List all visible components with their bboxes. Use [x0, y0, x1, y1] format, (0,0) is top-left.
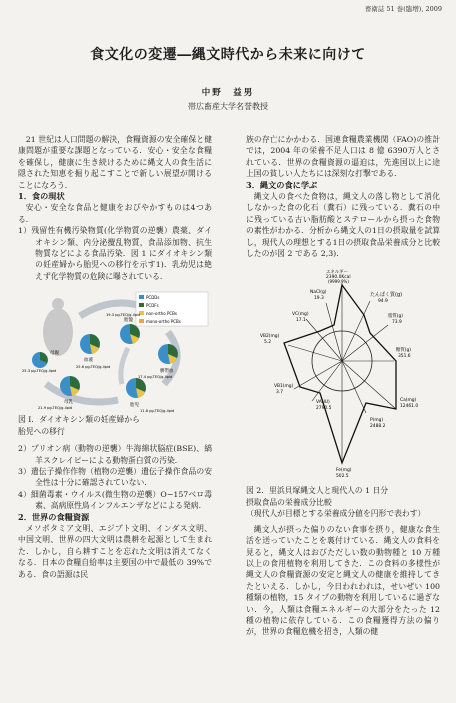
axis-value-vc: 17.1 — [296, 318, 306, 324]
axis-value-nacl: 19.3 — [314, 296, 324, 302]
fig1-label: 胎児 — [130, 403, 139, 409]
axis-label-energy: エネルギー — [326, 270, 348, 276]
right-column — [246, 134, 440, 638]
figure-1-diagram — [18, 288, 212, 414]
list-item-2: 2）プリオン病（動物の逆襲）牛海綿状脳症(BSE)、縞羊スクレイピーによる動物蛋白質の汚染． — [18, 444, 212, 465]
fig1-label: 血液 — [84, 358, 93, 364]
flow-arrow — [121, 348, 128, 384]
pie-cord-blood — [158, 344, 178, 364]
axis-value-energy: 2390.0Kcal — [326, 275, 351, 281]
fig1-label: 臍帯血 — [160, 369, 174, 375]
axis-label-carb: 糖質(g) — [396, 348, 411, 354]
figure-1-caption-line1: 図 I．ダイオキシン類の妊産婦から — [18, 415, 140, 425]
figure-1 — [18, 288, 212, 414]
axis-value-p: 2488.2 — [370, 424, 386, 430]
axis-label-vb1: VB1(mg) — [274, 384, 294, 390]
axis-label-fat: 脂質(g) — [388, 314, 403, 320]
pie-placenta — [120, 324, 140, 344]
axis-label-ca: Ca(mg) — [400, 398, 417, 404]
axis-value-va: 2790.5 — [316, 406, 332, 412]
mother-head — [52, 298, 64, 310]
legend-item: PCDFs — [146, 303, 159, 309]
axis-label-va: VA(IU) — [316, 400, 330, 406]
fig1-value: 11.8 pg-TEQ/g-lipid — [140, 409, 175, 414]
legend-item: mono-ortho PCBs — [146, 319, 181, 325]
figure-2-radar-chart — [246, 263, 440, 485]
radar-spokes — [288, 283, 396, 463]
figure-2-caption-line2: 摂取食品の栄養成分比較 — [246, 497, 332, 507]
section-3-text-cont: 縄文人が摂った偏りのない食事を摂り，健康な食生活を送っていたことを裏付けている．縄文人の食料を見ると，縄文人はおびただしい数の動物種と 10 万種以上の食用植物を利用してきた．この食料の多様性が縄文人の食糧資源の安定と縄文人の健康を維持してきたといえる．しかし，今日われわれは，せいぜい 100 種類の植物，15 タイプの動物を利用しているに過ぎない．今，人類は食糧エネルギーの大部分をたった 12 種の植物に依存している．この食糧獲得方法の偏りが，世界の食糧危機を招き，人類の健 — [246, 524, 440, 637]
flow-arrow — [46, 384, 118, 402]
figure-2-caption-line3: （現代人が目標とする栄養成分値を円形で表わす） — [246, 509, 426, 519]
fig1-value: 25.6 pg-TEQ/g-lipid — [76, 365, 111, 370]
list-item-3: 3）遺伝子操作作物（植物の逆襲）遺伝子操作食品の安全性は十分に確認されていない． — [18, 466, 212, 488]
intro-paragraph: 21 世紀は人口問題の解決，食糧資源の安全確保と健康問題が重要な課題となっている．安心・安全な食糧を確保し，健康に生き続けるために縄文人の食生活に隠された知恵を掘り起こすことで新しい展望が開けることになろう． — [18, 135, 212, 190]
axis-label-vc: VC(mg) — [292, 312, 309, 318]
axis-value-protein: 94.9 — [378, 299, 388, 305]
pie-fetal — [126, 378, 146, 398]
section-heading-3: 3．縄文の食に学ぶ — [246, 179, 318, 190]
axis-label-vb2: VB2(mg) — [260, 334, 280, 340]
left-column — [18, 134, 212, 580]
axis-value-vb1: 3.7 — [276, 390, 283, 396]
axis-value-fat: 73.9 — [392, 320, 402, 326]
section-1-text: 安心・安全な食品と健康をおびやかすものは4つある． — [18, 203, 212, 224]
figure-1-caption-line2: 胎児への移行 — [18, 426, 65, 436]
legend-item: non-ortho PCBs — [146, 311, 177, 317]
mother-figure — [43, 308, 73, 356]
figure-2 — [246, 263, 440, 485]
section-2-text: メソポタミア文明、エジプト文明、インダス文明、中国文明、世界の四大文明は農耕を起源として生まれた．しかし，自ら耕すことを忘れた文明は消えてなくなる．日本の食糧自給率は主要国の中で最低の 39%である．食の語源は民 — [18, 523, 212, 579]
axis-value-energy-pct: (9999.9%) — [328, 279, 349, 285]
fig1-value: 17.4 pg-TEQ/g-lipid — [138, 375, 173, 380]
fig1-value: 25.3 pg-TEQ/g-lipid — [22, 369, 57, 374]
fig1-value: 21.9 pg-TEQ/g-lipid — [38, 406, 73, 411]
fig1-label: 母親 — [50, 351, 59, 357]
journal-header: 畜衛誌 51 巻(臨増), 2009 — [364, 5, 442, 13]
axis-label-protein: たんぱく質(g) — [370, 292, 403, 299]
continued-paragraph: 族の存亡にかかわる．国連食糧農業機関（FAO)の推計では，2004 年の栄養不足人口は 8 億 6390万人とされている．世界の食糧資源の逼迫は，先進国以上に途上国の貧しい人たちには深刻な打撃である． — [246, 135, 440, 179]
pie-milk — [60, 376, 80, 396]
figure-2-caption-line1: 図 2．里浜貝塚縄文人と現代人の 1 日分 — [246, 486, 389, 496]
axis-label-fe: Fe(mg) — [336, 468, 352, 474]
author-name: 中野 益男 — [201, 88, 255, 98]
paper-title: 食文化の変遷―縄文時代から未来に向けて — [90, 47, 366, 63]
axis-value-ca: 12461.0 — [400, 404, 419, 410]
axis-label-p: P(mg) — [370, 418, 384, 424]
axis-value-vb2: 5.2 — [264, 340, 271, 346]
list-item-1: 1）残留性有機汚染物質(化学物質の逆襲）農薬、ダイオキシン類、内分泌攪乱物質，食品添加物、抗生物質などによる食品汚染．図 1 にダイオキシン類の妊産婦から胎児への移行を示す1)．乳幼児は絶えず化学物質の危険に曝されている． — [18, 226, 212, 281]
legend-item: PCDDs — [146, 295, 160, 301]
author-affiliation: 帯広畜産大学名誉教授 — [188, 102, 268, 111]
fig1-label: 母乳 — [64, 400, 73, 406]
section-heading-1: 1．食の現状 — [18, 191, 65, 202]
pie-mother-blood — [80, 334, 100, 354]
fig1-label: 胎盤 — [124, 318, 133, 324]
axis-value-fe: 502.5 — [336, 474, 349, 480]
axis-label-nacl: NaCl(g) — [310, 290, 327, 296]
fig1-value: 19.3 pg-TEQ/g-lipid — [106, 313, 141, 318]
axis-value-carb: 351.6 — [398, 354, 411, 360]
pie-extra — [32, 352, 48, 368]
section-3-text: 縄文人の食べた食物は，縄文人の落し物として消化しなかった食の化石（糞石）に残っている．糞石の中に残っている古い脂肪酸とステロールから摂った食物の素性がわかる．分析から縄文人の1日の摂取量を試算し，現代人の理想とする1日の摂取食品栄養成分と比較したのが図 2 である 2,3)． — [246, 192, 440, 259]
section-heading-2: 2．世界の食糧資源 — [18, 511, 90, 522]
list-item-4: 4）細菌毒素・ウイルス(微生物の逆襲）O−157ベロ毒素、高病原性鳥インフルエンザなどによる発病． — [18, 489, 212, 511]
